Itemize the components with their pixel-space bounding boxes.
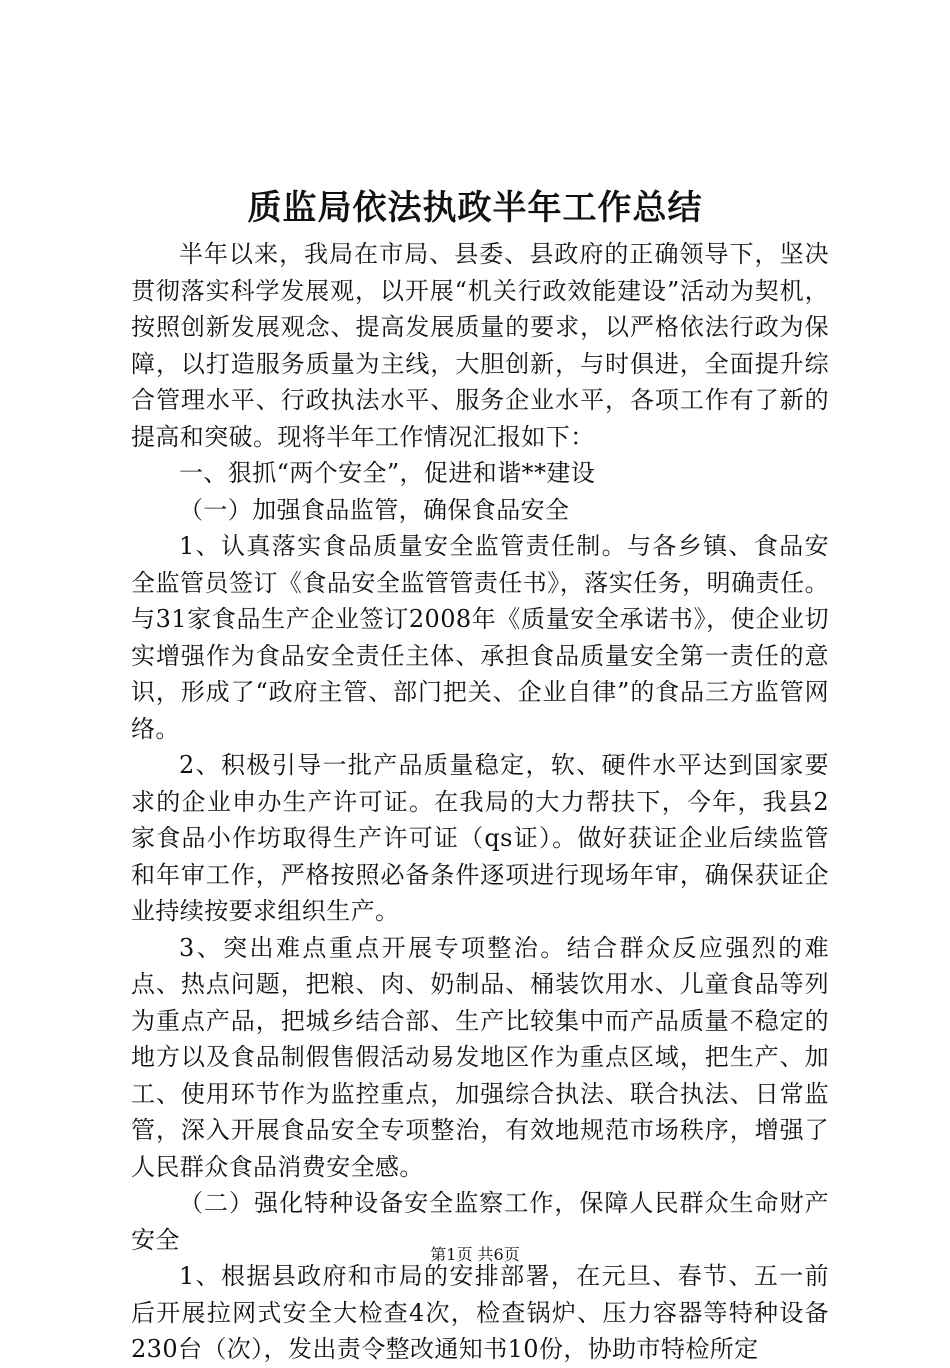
body-paragraph: 1、认真落实食品质量安全监管责任制。与各乡镇、食品安全监管员签订《食品安全监管管责任书》，落实任务，明确责任。与31家食品生产企业签订2008年《质量安全承诺书》，使企业切实增强作为食品安全责任主体、承担食品质量安全第一责任的意识，形成了“政府主管、部门把关、企业自律”的食品三方监管网络。 [131,532,829,743]
subsection-heading: （二）强化特种设备安全监察工作，保障人民群众生命财产安全 [131,1189,829,1254]
body-paragraph: 1、根据县政府和市局的安排部署，在元旦、春节、五一前后开展拉网式安全大检查4次，检查锅炉、压力容器等特种设备230台（次），发出责令整改通知书10份，协助市特检所定 [131,1262,829,1363]
intro-paragraph: 半年以来，我局在市局、县委、县政府的正确领导下，坚决贯彻落实科学发展观，以开展“机关行政效能建设”活动为契机，按照创新发展观念、提高发展质量的要求，以严格依法行政为保障，以打造服务质量为主线，大胆创新，与时俱进，全面提升综合管理水平、行政执法水平、服务企业水平，各项工作有了新的提高和突破。现将半年工作情况汇报如下： [131,240,829,451]
document-body [131,236,829,1368]
body-paragraph: 2、积极引导一批产品质量稳定，软、硬件水平达到国家要求的企业申办生产许可证。在我局的大力帮扶下，今年，我县2家食品小作坊取得生产许可证（qs证）。做好获证企业后续监管和年审工作，严格按照必备条件逐项进行现场年审，确保获证企业持续按要求组织生产。 [131,751,829,925]
subsection-heading: （一）加强食品监管，确保食品安全 [179,495,570,524]
page-number: 第1页 共6页 [430,1245,520,1264]
body-paragraph: 3、突出难点重点开展专项整治。结合群众反应强烈的难点、热点问题，把粮、肉、奶制品、桶装饮用水、儿童食品等列为重点产品，把城乡结合部、生产比较集中而产品质量不稳定的地方以及食品制假售假活动易发地区作为重点区域，把生产、加工、使用环节作为监控重点，加强综合执法、联合执法、日常监管，深入开展食品安全专项整治，有效地规范市场秩序，增强了人民群众食品消费安全感。 [131,933,829,1181]
document-title: 质监局依法执政半年工作总结 [247,188,703,228]
section-heading: 一、狠抓“两个安全”，促进和谐**建设 [179,459,596,487]
